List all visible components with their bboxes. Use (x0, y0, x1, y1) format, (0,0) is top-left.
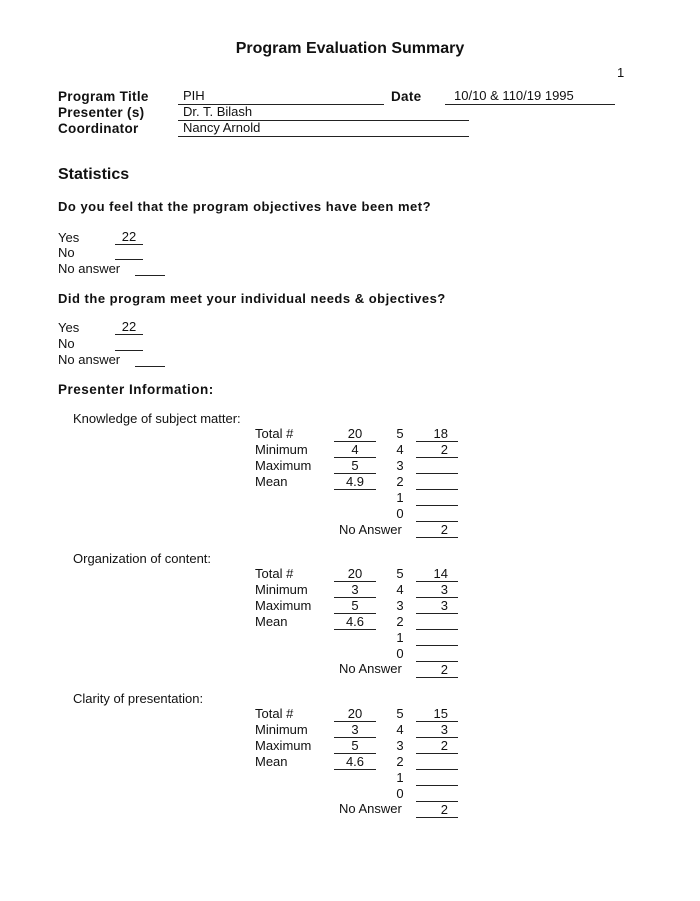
q2-yes-value: 22 (115, 319, 143, 335)
count-0 (416, 786, 458, 802)
count-1 (416, 490, 458, 506)
minimum-value: 3 (334, 722, 376, 738)
count-2 (416, 614, 458, 630)
count-2 (416, 474, 458, 490)
rating-3: 3 (396, 458, 404, 473)
no-answer-count: 2 (416, 521, 458, 538)
page-title: Program Evaluation Summary (235, 40, 465, 57)
statistics-heading: Statistics (58, 166, 130, 183)
q1-no-value (115, 244, 143, 260)
rating-4: 4 (396, 722, 404, 737)
minimum-label: Minimum (255, 582, 308, 597)
count-3 (416, 458, 458, 474)
presenter-value: Dr. T. Bilash (183, 104, 253, 119)
program-title-value: PIH (183, 88, 205, 103)
maximum-label: Maximum (255, 458, 312, 473)
q2-noanswer-value (135, 351, 165, 367)
question-objectives-met: Do you feel that the program objectives have been met? (58, 199, 432, 214)
coordinator-label: Coordinator (58, 121, 139, 136)
q1-no-label: No (58, 245, 75, 260)
count-1 (416, 770, 458, 786)
section-knowledge-title: Knowledge of subject matter: (73, 411, 241, 426)
rating-1: 1 (396, 490, 404, 505)
count-3: 3 (416, 598, 458, 614)
minimum-value: 3 (334, 582, 376, 598)
maximum-value: 5 (334, 598, 376, 614)
rating-5: 5 (396, 566, 404, 581)
maximum-value: 5 (334, 458, 376, 474)
q2-no-value (115, 335, 143, 351)
rating-0: 0 (396, 506, 404, 521)
date-label: Date (391, 89, 422, 104)
maximum-label: Maximum (255, 598, 312, 613)
q2-no-label: No (58, 336, 75, 351)
no-answer-label: No Answer (339, 661, 402, 676)
presenter-info-heading: Presenter Information: (58, 382, 214, 397)
question-individual-needs: Did the program meet your individual needs & objectives? (58, 291, 446, 306)
q1-yes-value: 22 (115, 229, 143, 245)
count-0 (416, 506, 458, 522)
rating-2: 2 (396, 614, 404, 629)
rating-2: 2 (396, 474, 404, 489)
no-answer-label: No Answer (339, 801, 402, 816)
maximum-value: 5 (334, 738, 376, 754)
total-label: Total # (255, 566, 294, 581)
rating-1: 1 (396, 630, 404, 645)
mean-value: 4.6 (334, 613, 376, 630)
maximum-label: Maximum (255, 738, 312, 753)
mean-value: 4.6 (334, 753, 376, 770)
date-value: 10/10 & 110/19 1995 (454, 88, 574, 103)
count-5: 18 (416, 426, 458, 442)
count-4: 3 (416, 722, 458, 738)
rating-4: 4 (396, 442, 404, 457)
presenter-label: Presenter (s) (58, 105, 145, 120)
rating-3: 3 (396, 598, 404, 613)
total-value: 20 (334, 706, 376, 722)
no-answer-label: No Answer (339, 522, 402, 537)
no-answer-count: 2 (416, 801, 458, 818)
total-label: Total # (255, 706, 294, 721)
rating-4: 4 (396, 582, 404, 597)
q2-noanswer-label: No answer (58, 352, 121, 367)
q1-noanswer-value (135, 260, 165, 276)
count-5: 15 (416, 706, 458, 722)
count-5: 14 (416, 566, 458, 582)
minimum-value: 4 (334, 442, 376, 458)
mean-value: 4.9 (334, 473, 376, 490)
minimum-label: Minimum (255, 442, 308, 457)
section-clarity-title: Clarity of presentation: (73, 691, 204, 706)
program-title-label: Program Title (58, 89, 149, 104)
q2-yes-label: Yes (58, 320, 80, 335)
mean-label: Mean (255, 474, 288, 489)
count-0 (416, 646, 458, 662)
rating-3: 3 (396, 738, 404, 753)
page-number: 1 (617, 65, 625, 80)
no-answer-count: 2 (416, 661, 458, 678)
rating-5: 5 (396, 706, 404, 721)
q1-yes-label: Yes (58, 230, 80, 245)
rating-2: 2 (396, 754, 404, 769)
coordinator-value: Nancy Arnold (183, 120, 261, 135)
q1-noanswer-label: No answer (58, 261, 121, 276)
rating-5: 5 (396, 426, 404, 441)
total-value: 20 (334, 426, 376, 442)
count-3: 2 (416, 738, 458, 754)
mean-label: Mean (255, 614, 288, 629)
rating-0: 0 (396, 646, 404, 661)
total-value: 20 (334, 566, 376, 582)
count-4: 3 (416, 582, 458, 598)
count-2 (416, 754, 458, 770)
mean-label: Mean (255, 754, 288, 769)
section-organization-title: Organization of content: (73, 551, 212, 566)
rating-0: 0 (396, 786, 404, 801)
rating-1: 1 (396, 770, 404, 785)
minimum-label: Minimum (255, 722, 308, 737)
total-label: Total # (255, 426, 294, 441)
count-4: 2 (416, 442, 458, 458)
count-1 (416, 630, 458, 646)
